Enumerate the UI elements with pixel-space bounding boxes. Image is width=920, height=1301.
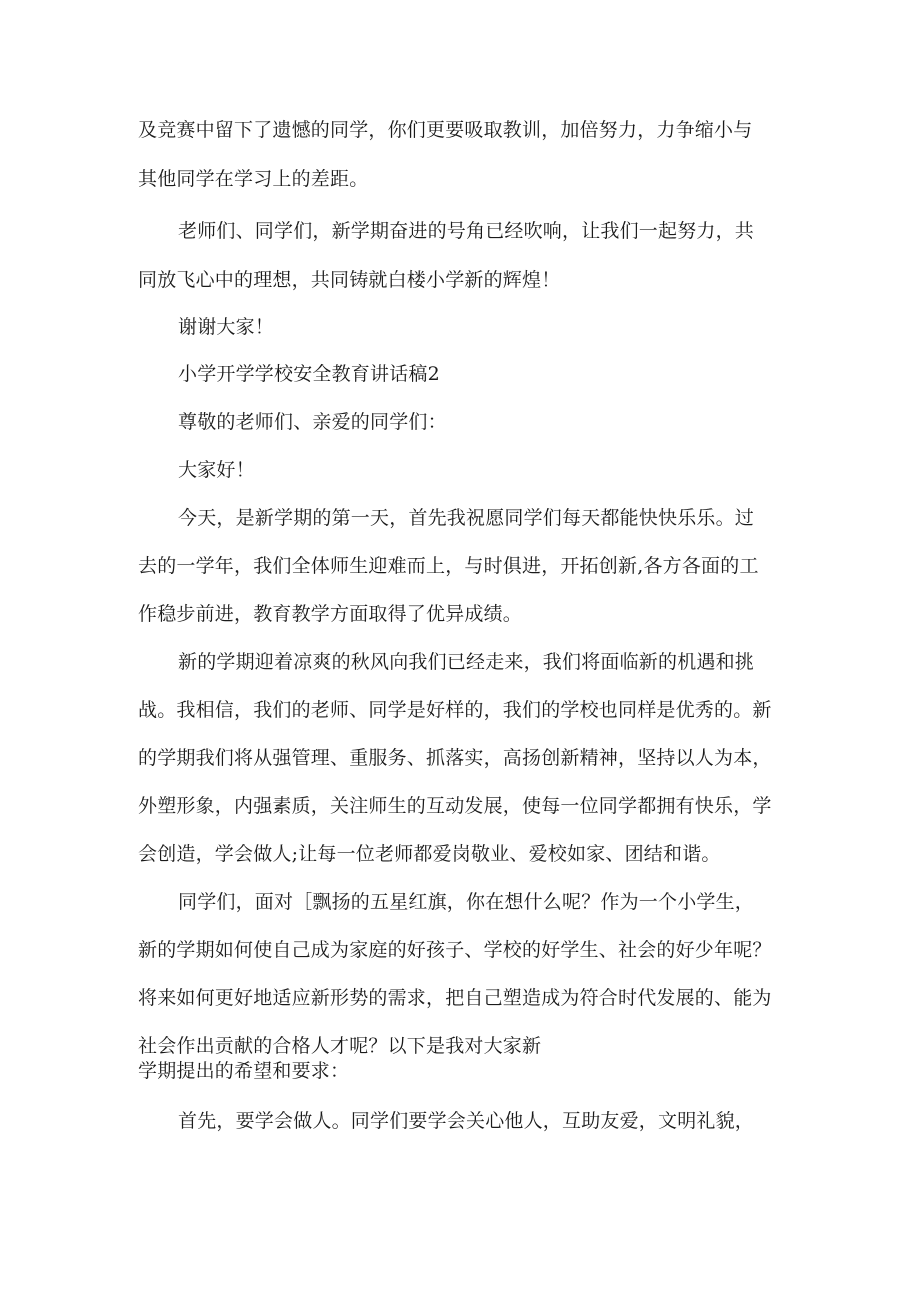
text-line: 尊敬的老师们、亲爱的同学们： bbox=[178, 411, 447, 433]
text-line: 同学们，面对［飘扬的五星红旗，你在想什么呢？作为一个小学生， bbox=[178, 891, 755, 913]
text-line: 新的学期迎着凉爽的秋风向我们已经走来，我们将面临新的机遇和挑 bbox=[178, 651, 755, 673]
text-line: 今天，是新学期的第一天，首先我祝愿同学们每天都能快快乐乐。过 bbox=[178, 507, 755, 529]
text-line: 首先，要学会做人。同学们要学会关心他人，互助友爱，文明礼貌， bbox=[178, 1110, 755, 1132]
section-title: 小学开学学校安全教育讲话稿2 bbox=[178, 363, 440, 385]
text-line: 新的学期如何使自己成为家庭的好孩子、学校的好学生、社会的好少年呢？ bbox=[138, 939, 772, 961]
text-line: 战。我相信，我们的老师、同学是好样的，我们的学校也同样是优秀的。新 bbox=[138, 699, 772, 721]
text-line: 老师们、同学们，新学期奋进的号角已经吹响，让我们一起努力，共 bbox=[178, 220, 755, 242]
text-line: 的学期我们将从强管理、重服务、抓落实，高扬创新精神，坚持以人为本， bbox=[138, 747, 772, 769]
text-line: 将来如何更好地适应新形势的需求，把自己塑造成为符合时代发展的、能为 bbox=[138, 987, 772, 1009]
text-line: 及竞赛中留下了遗憾的同学，你们更要吸取教训，加倍努力，力争缩小与 bbox=[138, 119, 753, 141]
text-line: 学期提出的希望和要求： bbox=[138, 1060, 350, 1082]
text-line: 外塑形象，内强素质，关注师生的互动发展，使每一位同学都拥有快乐，学 bbox=[138, 795, 772, 817]
text-line: 去的一学年，我们全体师生迎难而上，与时俱进，开拓创新,各方各面的工 bbox=[138, 555, 759, 577]
text-line: 大家好！ bbox=[178, 459, 255, 481]
text-line: 谢谢大家！ bbox=[178, 316, 275, 338]
text-line: 社会作出贡献的合格人才呢？以下是我对大家新 bbox=[138, 1035, 542, 1057]
text-line: 同放飞心中的理想，共同铸就白楼小学新的辉煌！ bbox=[138, 269, 561, 291]
text-line: 会创造，学会做人;让每一位老师都爱岗敬业、爱校如家、团结和谐。 bbox=[138, 843, 721, 865]
text-line: 作稳步前进，教育教学方面取得了优异成绩。 bbox=[138, 603, 523, 625]
text-line: 其他同学在学习上的差距。 bbox=[138, 168, 369, 190]
